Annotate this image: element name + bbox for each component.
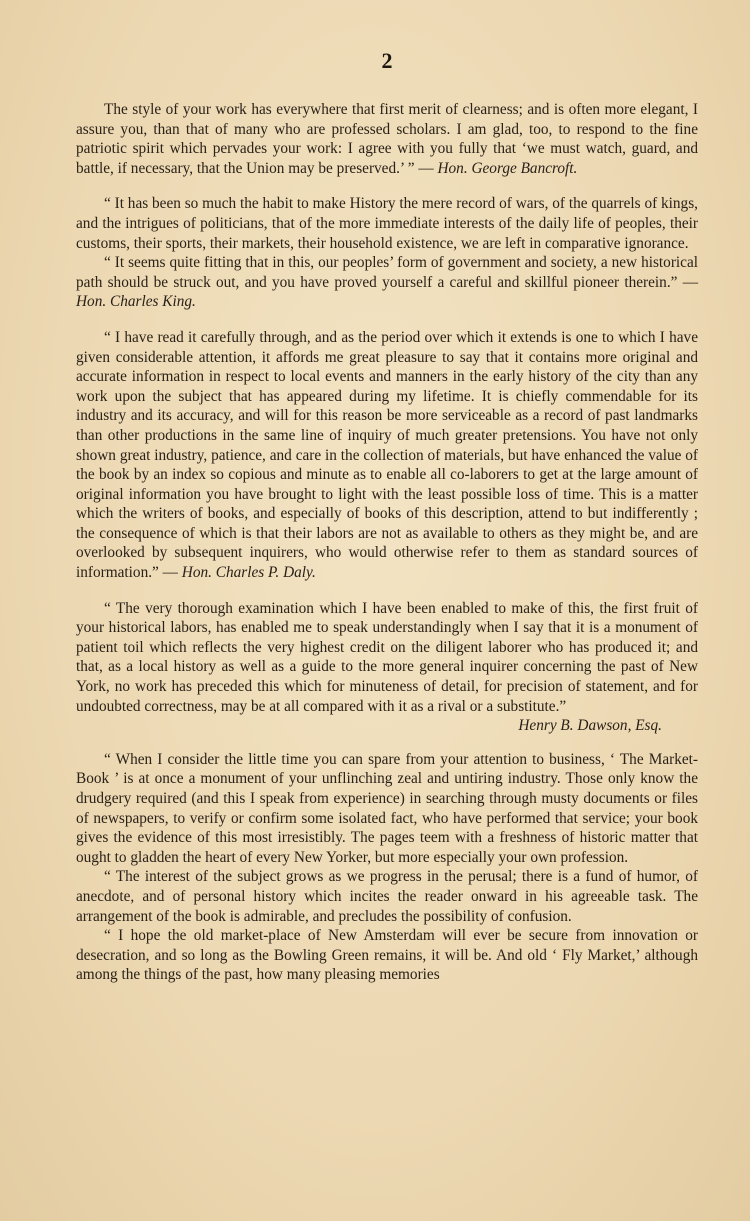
attribution: Hon. Charles King. [76, 293, 196, 311]
testimonial-paragraph: “ The interest of the subject grows as we progress in the perusal; there is a fund of humor, of anecdote, and of personal history which incites the reader onward in his agreeable task. The arrangement of the book is admirable, and precludes the possibility of confusion. [76, 868, 698, 925]
testimonial-king [76, 194, 698, 312]
attribution: Hon. George Bancroft. [437, 159, 578, 177]
quote-text: The style of your work has everywhere that first merit of clearness; and is often more elegant, I assure you, than that of many who are professed scholars. I am glad, too, to respond to the fine patriotic spirit which pervades your work: I agree with you fully that ‘we must watch, guard, and battle, if necessary, that the Union may be preserved.’ ” — [76, 101, 698, 177]
testimonial-dawson [76, 599, 698, 736]
testimonial-paragraph: “ It has been so much the habit to make History the mere record of wars, of the quarrels of kings, and the intrigues of politicians, that of the more immediate interests of the daily life of peoples, their customs, their sports, their markets, their household existence, we are left in comparative ignorance. [76, 195, 698, 252]
testimonial-bancroft [76, 100, 698, 178]
testimonial-text [76, 328, 698, 583]
signature: Henry B. Dawson, Esq. [518, 717, 662, 735]
attribution: Hon. Charles P. Daly. [181, 564, 316, 582]
page-number: 2 [381, 48, 393, 73]
testimonial-paragraph [76, 253, 698, 312]
testimonial-text: “ The very thorough examination which I have been enabled to make of this, the first fruit of your historical labors, has enabled me to speak understandingly when I say that it is a monument of patient toil which reflects the very highest credit on the diligent laborer who has produced it; and that, as a local history as well as a guide to the more general inquirer concerning the past of New York, no work has preceded this which for minuteness of detail, for precision of statement, and for undoubted correctness, may be at all compared with it as a rival or a substitute.” [76, 599, 698, 715]
testimonial-text [76, 100, 698, 178]
document-page [76, 48, 698, 1001]
quote-text: “ I have read it carefully through, and as the period over which it extends is one to which I have given considerable attention, it affords me great pleasure to say that it contains more original and accurate information in respect to local events and manners in the early history of the city than any work upon the subject that has appeared during my lifetime. It is chiefly commendable for its industry and its accuracy, and will for this reason be more serviceable as a record of past landmarks than other productions in the same line of inquiry of much greater pretensions. You have not only shown great industry, patience, and care in the collection of materials, but have enhanced the value of the book by an index so copious and minute as to enable all co-laborers to get at the large amount of original information you have brought to light with the least possible loss of time. This is a matter which the writers of books, and especially of books of this description, attend to but indifferently ; the consequence of which is that their labors are not as available to others as they might be, and are overlooked by subsequent inquirers, who would otherwise refer to them as standard sources of information.” — [76, 328, 698, 582]
testimonial-paragraph: “ When I consider the little time you can spare from your attention to business, ‘ The Market-Book ’ is at once a monument of your unflinching zeal and untiring industry. Those only know the drudgery required (and this I speak from experience) in searching through musty documents or files of newspapers, to verify or confirm some isolated fact, who have performed that service; your book gives the evidence of this most irresistibly. The pages teem with a freshness of historic matter that ought to gladden the heart of every New Yorker, but more especially your own profession. [76, 750, 698, 866]
testimonial-daly [76, 328, 698, 583]
testimonial-paragraph: “ I hope the old market-place of New Amsterdam will ever be secure from innovation or desecration, and so long as the Bowling Green remains, it will be. And old ‘ Fly Market,’ although among the things of the past, how many pleasing memories [76, 927, 698, 984]
testimonial-market-book [76, 750, 698, 985]
quote-text: “ It seems quite fitting that in this, our peoples’ form of government and society, a new historical path should be struck out, and you have proved yourself a careful and skillful pioneer therein.” — [76, 254, 698, 291]
